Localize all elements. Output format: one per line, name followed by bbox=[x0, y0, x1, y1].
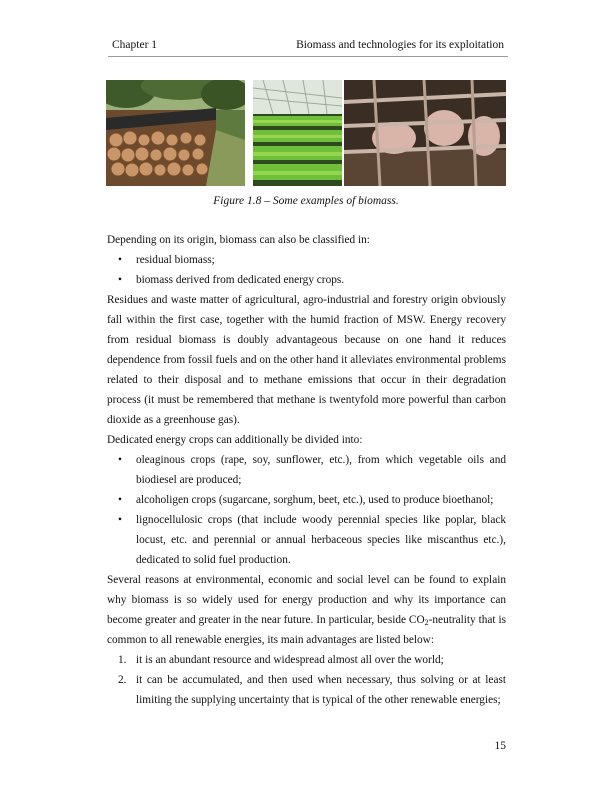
chapter-title: Biomass and technologies for its exploitation bbox=[296, 39, 504, 51]
numbered-item: 2. it can be accumulated, and then used when necessary, thus solving or at least bbox=[118, 674, 506, 686]
list-item: • biomass derived from dedicated energy crops. bbox=[107, 270, 506, 290]
paragraph-line: process (it must be remembered that methane is twentyfold more powerful than carbon bbox=[107, 394, 506, 406]
paragraph: Dedicated energy crops can additionally be divided into: bbox=[107, 434, 363, 446]
figure-images bbox=[106, 80, 506, 186]
paragraph-line: Several reasons at environmental, economic and social level can be found to explain bbox=[107, 574, 506, 586]
running-header bbox=[108, 36, 508, 57]
bullet-icon: • bbox=[118, 514, 122, 526]
bullet-icon: • bbox=[118, 274, 122, 286]
bullet-icon: • bbox=[118, 494, 122, 506]
paragraph-line: common to all renewable energies, its main advantages are listed below: bbox=[107, 634, 434, 646]
paragraph-line: dioxide as a greenhouse gas). bbox=[107, 414, 240, 426]
bullet-icon: • bbox=[118, 254, 122, 266]
page-number: 15 bbox=[494, 740, 506, 752]
list-item-continuation: biodiesel are produced; bbox=[136, 474, 242, 486]
list-item: • residual biomass; bbox=[107, 250, 506, 270]
bullet-icon: • bbox=[118, 454, 122, 466]
greenhouse-photo bbox=[253, 80, 342, 186]
list-item-continuation: locust, etc. and perennial or annual herbaceous species like miscanthus etc.), bbox=[136, 534, 506, 546]
list-item: • alcoholigen crops (sugarcane, sorghum, beet, etc.), used to produce bioethanol; bbox=[107, 490, 506, 510]
chapter-label: Chapter 1 bbox=[112, 39, 158, 51]
list-item-continuation: dedicated to solid fuel production. bbox=[136, 554, 291, 566]
paragraph-line: from residual biomass is doubly advantageous because on one hand it reduces bbox=[107, 334, 506, 346]
paragraph: Depending on its origin, biomass can also be classified in: bbox=[107, 234, 370, 246]
paragraph-line: fall within the first case, together with the humid fraction of MSW. Energy recovery bbox=[107, 314, 506, 326]
body-text bbox=[107, 230, 506, 710]
paragraph-line: dependence from fossil fuels and on the other hand it alleviates environmental problems bbox=[107, 354, 506, 366]
wood-logs-photo bbox=[106, 80, 245, 186]
paragraph-line: become greater and greater in the near future. In particular, beside $CO_2$-neutrality that is bbox=[107, 614, 506, 627]
paragraph-line: Residues and waste matter of agricultural, agro-industrial and forestry origin obviously bbox=[107, 294, 506, 306]
list-item: • lignocellulosic crops (that include woody perennial species like poplar, black bbox=[107, 510, 506, 530]
numbered-item-continuation: limiting the supplying uncertainty that is typical of the other renewable energies; bbox=[136, 694, 501, 706]
paragraph-line: related to their disposal and to methane emissions that occur in their degradation bbox=[107, 374, 506, 386]
paragraph-line: why biomass is so widely used for energy production and why its importance can bbox=[107, 594, 506, 606]
list-item: • oleaginous crops (rape, soy, sunflower, etc.), from which vegetable oils and bbox=[107, 450, 506, 470]
figure-caption: Figure 1.8 – Some examples of biomass. bbox=[213, 195, 399, 207]
numbered-item: 1. it is an abundant resource and widespread almost all over the world; bbox=[118, 654, 444, 666]
livestock-photo bbox=[344, 80, 506, 186]
